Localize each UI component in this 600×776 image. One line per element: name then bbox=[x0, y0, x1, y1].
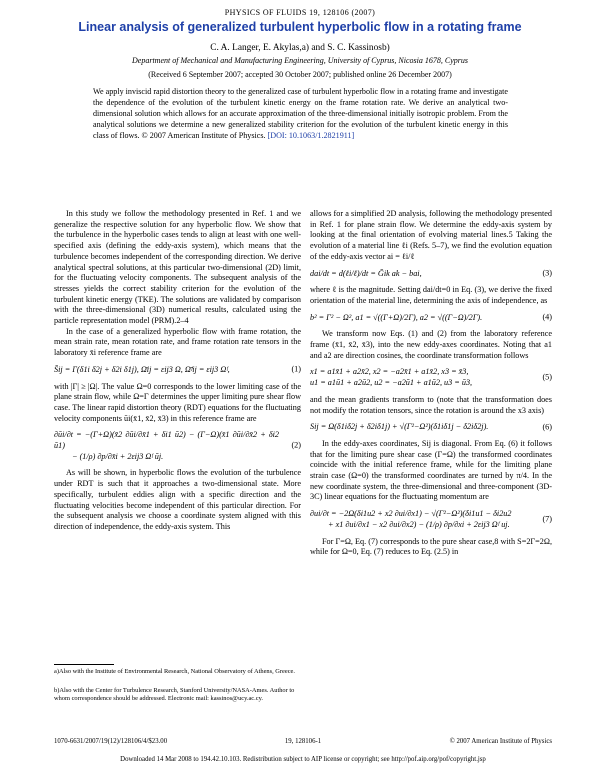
equation-body: x1 = a1x̄1 + a2x̄2, x2 = −a2x̄1 + a1x̄2, x3 = x̄3, bbox=[310, 367, 469, 377]
equation-body: S̄ij = Γ(δ1i δ2j + δ2i δ1j), Ω̄ij = εij3 Ω, Ω̄ᶠij = εij3 Ωᶠ, bbox=[54, 364, 230, 374]
equation-6 bbox=[310, 422, 552, 433]
issn-line: 1070-6631/2007/19(12)/128106/4/$23.00 bbox=[54, 738, 168, 745]
article-title: Linear analysis of generalized turbulent hyperbolic flow in a rotating frame bbox=[78, 20, 522, 34]
equation-body: dai/dt = d(ℓi/ℓ)/dt = Ḡik ak − bai, bbox=[310, 268, 422, 278]
equation-2 bbox=[54, 430, 301, 462]
equation-number: (7) bbox=[542, 514, 552, 524]
equation-number: (5) bbox=[542, 372, 552, 382]
right-column bbox=[310, 209, 552, 558]
equation-body: u1 = a1ū1 + a2ū2, u2 = −a2ū1 + a1ū2, u3 = ū3, bbox=[310, 378, 473, 388]
paragraph: As will be shown, in hyperbolic flows the evolution of the turbulence under RDT is such that it approaches a two-dimensional state. More specifically, turbulent eddies align with a specific direction and the fluctuating velocities become independent of this particular direction. For the subsequent analysis we choose a coordinate system aligned with this direction of independence, the eddy-axis system. This bbox=[54, 468, 301, 531]
running-head: PHYSICS OF FLUIDS 19, 128106 (2007) bbox=[224, 8, 376, 17]
equation-5 bbox=[310, 367, 552, 388]
equation-4 bbox=[310, 313, 552, 324]
equation-body: Sij = Ω(δ1iδ2j + δ2iδ1j) + √(Γ²−Ω²)(δ1iδ1j − δ2iδ2j). bbox=[310, 422, 489, 432]
footnote-a: a)Also with the Institute of Environmental Research, National Observatory of Athens, Greece. bbox=[54, 668, 295, 675]
left-column bbox=[54, 209, 301, 533]
abstract-text: We apply inviscid rapid distortion theory to the generalized case of turbulent hyperbolic flow in a rotating frame and investigate the dependence of the evolution of the turbulent kinetic energy on the frame rotation rate. We derive an analytical two-dimensional solution which allows for an accurate approximation of the three-dimensional initially isotropic problem. From the analytical solutions we determine a new generalized stability criterion for the evolution of the turbulent kinetic energy in this class of flows. © 2007 American Institute of Physics. bbox=[93, 87, 508, 140]
copyright: © 2007 American Institute of Physics bbox=[449, 738, 552, 745]
equation-3 bbox=[310, 269, 552, 280]
doi-link[interactable]: [DOI: 10.1063/1.2821911] bbox=[267, 130, 355, 140]
equation-body: b² = Γ² − Ω², a1 = √((Γ+Ω)/2Γ), a2 = √((Γ−Ω)/2Γ). bbox=[310, 312, 483, 322]
equation-body: ∂ūi/∂t = −(Γ+Ω)(x̄2 ∂ūi/∂x̄1 + δi1 ū2) − (Γ−Ω)(x̄1 ∂ūi/∂x̄2 + δi2 ū1) bbox=[54, 430, 279, 451]
abstract bbox=[93, 87, 508, 142]
equation-number: (6) bbox=[542, 422, 552, 432]
received-dates: (Received 6 September 2007; accepted 30 October 2007; published online 26 December 2007) bbox=[148, 70, 452, 79]
equation-number: (1) bbox=[291, 364, 301, 374]
equation-7 bbox=[310, 509, 552, 530]
paragraph: We transform now Eqs. (1) and (2) from the laboratory reference frame (x̄1, x̄2, x̄3), into the new eddy-axes coordinates. Noting that a1 and a2 are direction cosines, the coordinate transformation follows bbox=[310, 329, 552, 360]
footnote-b: b)Also with the Center for Turbulence Research, Stanford University/NASA-Ames. Author to whom correspondence should be addressed. Electronic mail: kassinos@ucy.ac.cy. bbox=[54, 687, 295, 702]
paragraph: and the mean gradients transform to (note that the transformation does not modify the rotation tensors, since the rotation is around the x3 axis) bbox=[310, 394, 552, 415]
paragraph: with |Γ| ≥ |Ω|. The value Ω=0 corresponds to the lower limiting case of the plane strain flow, while Ω=Γ determines the upper limiting pure shear flow case. The linear rapid distortion theory (RDT) equations for the fluctuating velocity components ūi(x̄1, x̄2, x̄3) in this reference frame are bbox=[54, 381, 301, 423]
equation-body: − (1/ρ) ∂p/∂x̄i + 2εij3 Ωᶠ ūj. bbox=[72, 451, 164, 461]
page-number: 19, 128106-1 bbox=[284, 738, 322, 745]
equation-number: (3) bbox=[542, 268, 552, 278]
equation-body: + x1 ∂ui/∂x1 − x2 ∂ui/∂x2) − (1/ρ) ∂p/∂xi + 2εij3 Ωᶠ uj. bbox=[328, 519, 510, 529]
paragraph: In the case of a generalized hyperbolic flow with frame rotation, the mean strain rate, mean rotation rate, and frame rotation rate tensors in the laboratory x̄i reference frame are bbox=[54, 326, 301, 358]
paragraph: allows for a simplified 2D analysis, following the methodology presented in Ref. 1 for plane strain flow. We determine the eddy-axis system by looking at the final orientation of evolving material lines.5 Taking the evolution of a material line ℓi (Refs. 5–7), we find the evolution equation of the eddy-axis vector ai = ℓi/ℓ bbox=[310, 209, 552, 261]
equation-1 bbox=[54, 365, 301, 376]
equation-number: (2) bbox=[291, 441, 301, 451]
paragraph: where ℓ is the magnitude. Setting dai/dt=0 in Eq. (3), we derive the fixed orientation of the material line, determining the axis of independence, as bbox=[310, 285, 552, 305]
footnote-divider bbox=[54, 664, 114, 665]
download-notice: Downloaded 14 Mar 2008 to 194.42.10.103. Redistribution subject to AIP license or copyright; see http://pof.aip.org/pof/copyright.jsp bbox=[120, 756, 486, 763]
paragraph: In the eddy-axes coordinates, Sij is diagonal. From Eq. (6) it follows that for the limiting pure shear case (Γ=Ω) the transformed coordinates coincide with the initial reference frame, while for the limiting plane strain case (Ω=0) the transformed coordinates are turned by π/4. In the new coordinate system, the three-dimensional and three-component (3D-3C) linear equations for the fluctuating momentum are bbox=[310, 438, 552, 502]
affiliation: Department of Mechanical and Manufacturing Engineering, University of Cyprus, Nicosia 1678, Cyprus bbox=[132, 56, 468, 65]
paragraph: For Γ=Ω, Eq. (7) corresponds to the pure shear case,8 with S=2Γ=2Ω, while for Ω=0, Eq. (7) reduces to Eq. (2.5) in bbox=[310, 536, 552, 557]
equation-body: ∂ui/∂t = −2Ω(δi1u2 + x2 ∂ui/∂x1) − √(Γ²−Ω²)(δi1u1 − δi2u2 bbox=[310, 509, 512, 519]
paragraph: In this study we follow the methodology presented in Ref. 1 and we generalize the respective solution for any hyperbolic flow. We show that the turbulence in the hyperbolic cases tends to align at least with one well-specified axis (defining the eddy-axis system), which means that the turbulence becomes independent of the corresponding direction. We derive analytical spectral solutions, at this particular two-dimensional (2D) limit, for the fluctuating velocity components. The subsequent analysis of the stresses yields the correct stability criterion for the evolution of the turbulent kinetic energy (TKE). The solutions are validated by comparison with the three-dimensional (3D) numerical results, calculated using the particle representation model (PRM).2–4 bbox=[54, 209, 301, 326]
equation-number: (4) bbox=[542, 312, 552, 322]
author-list: C. A. Langer, E. Akylas,a) and S. C. Kassinosb) bbox=[210, 43, 390, 53]
